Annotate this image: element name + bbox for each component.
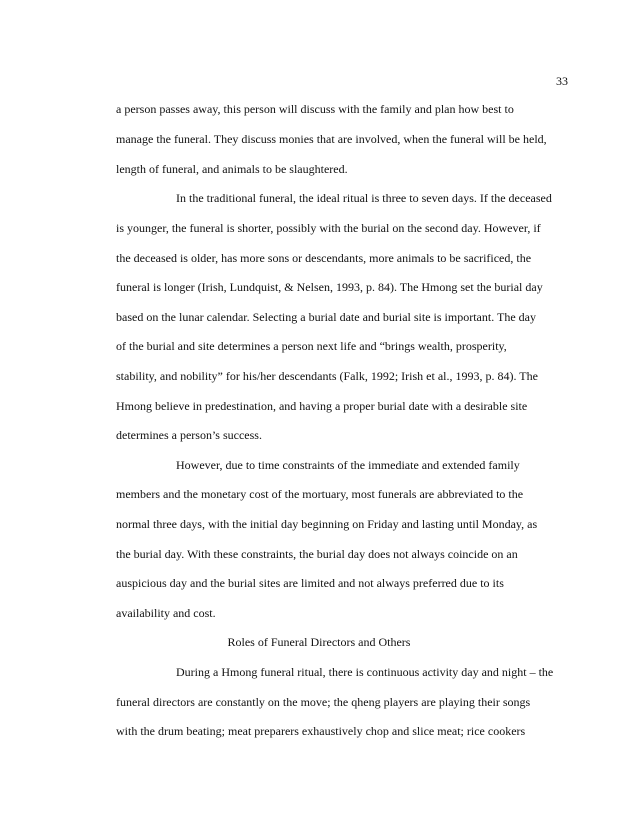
- body-line-2: manage the funeral. They discuss monies that are involved, when the funeral will be held,: [116, 132, 547, 146]
- body-line-21: with the drum beating; meat preparers exhaustively chop and slice meat; rice cookers: [116, 724, 526, 738]
- body-line-3: length of funeral, and animals to be slaughtered.: [116, 162, 348, 176]
- body-line-9: of the burial and site determines a person next life and “brings wealth, prosperity,: [116, 339, 507, 353]
- body-line-12: determines a person’s success.: [116, 428, 262, 442]
- body-line-8: based on the lunar calendar. Selecting a burial date and burial site is important. The day: [116, 310, 536, 324]
- body-line-5: is younger, the funeral is shorter, possibly with the burial on the second day. However, if: [116, 221, 541, 235]
- body-line-14: members and the monetary cost of the mortuary, most funerals are abbreviated to the: [116, 487, 524, 501]
- body-line-19: During a Hmong funeral ritual, there is continuous activity day and night – the: [176, 665, 554, 679]
- body-line-13: However, due to time constraints of the immediate and extended family: [176, 458, 520, 472]
- section-heading: Roles of Funeral Directors and Others: [227, 635, 411, 649]
- body-line-4: In the traditional funeral, the ideal ritual is three to seven days. If the deceased: [176, 191, 552, 205]
- body-line-16: the burial day. With these constraints, the burial day does not always coincide on an: [116, 547, 518, 561]
- body-line-11: Hmong believe in predestination, and having a proper burial date with a desirable site: [116, 399, 528, 413]
- body-line-17: auspicious day and the burial sites are limited and not always preferred due to its: [116, 576, 504, 590]
- body-line-20: funeral directors are constantly on the move; the qheng players are playing their songs: [116, 695, 531, 709]
- body-line-6: the deceased is older, has more sons or descendants, more animals to be sacrificed, the: [116, 251, 532, 265]
- body-line-18: availability and cost.: [116, 606, 216, 620]
- body-line-10: stability, and nobility” for his/her descendants (Falk, 1992; Irish et al., 1993, p. 84). The: [116, 369, 538, 383]
- body-line-15: normal three days, with the initial day beginning on Friday and lasting until Monday, as: [116, 517, 538, 531]
- body-line-7: funeral is longer (Irish, Lundquist, & Nelsen, 1993, p. 84). The Hmong set the burial day: [116, 280, 543, 294]
- body-line-1: a person passes away, this person will discuss with the family and plan how best to: [116, 102, 514, 116]
- page-number: 33: [556, 74, 568, 88]
